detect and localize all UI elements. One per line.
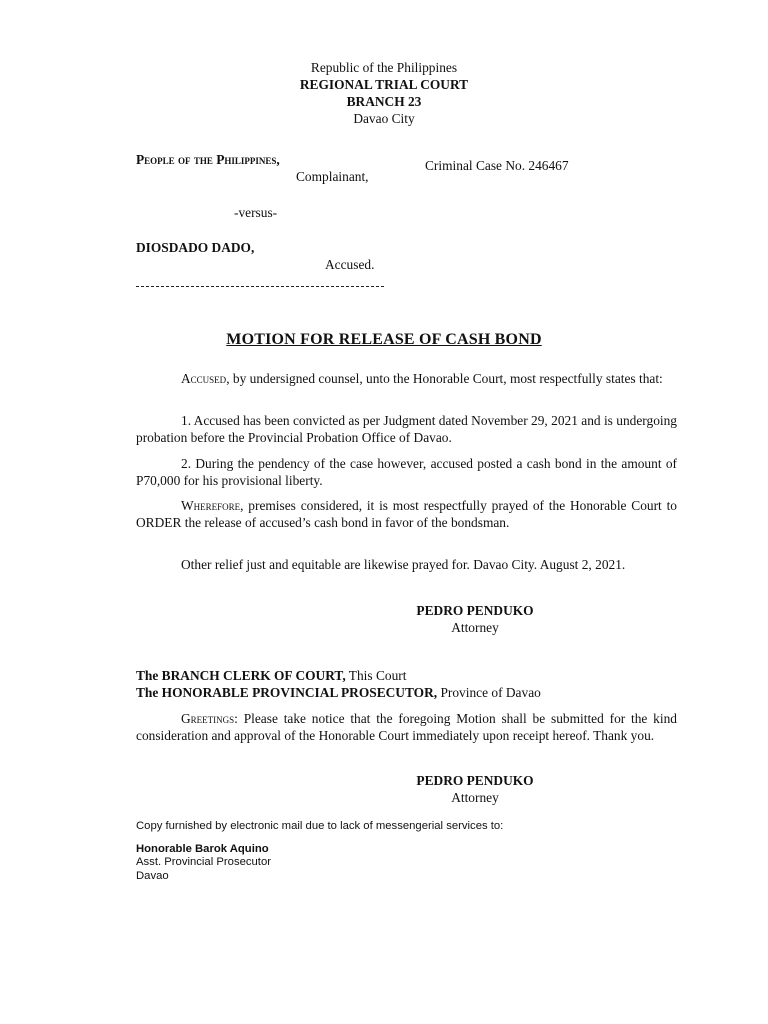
signatory-name: PEDRO PENDUKO <box>416 773 534 788</box>
header-republic: Republic of the Philippines <box>310 60 458 75</box>
wherefore-paragraph <box>136 498 677 531</box>
greetings-rest: : Please take notice that the foregoing Motion shall be submitted for the kind consideration and approval of the Honorable Court immediately upon receipt hereof. Thank you. <box>136 711 677 743</box>
wherefore-rest: , premises considered, it is most respectfully prayed of the Honorable Court to ORDER the release of accused’s cash bond in favor of the bondsman. <box>136 498 677 530</box>
signatory-title: Attorney <box>451 790 499 805</box>
copy-recipient-place: Davao <box>136 870 169 882</box>
versus-label: -versus- <box>234 205 278 220</box>
recipient-2-rest: Province of Davao <box>437 685 541 700</box>
paragraph-2: 2. During the pendency of the case however, accused posted a cash bond in the amount of P70,000 for his provisional liberty. <box>136 456 677 488</box>
recipient-1-rest: This Court <box>345 668 407 683</box>
wherefore-lead: Wherefore <box>181 498 241 513</box>
signatory-name: PEDRO PENDUKO <box>416 603 534 618</box>
other-relief-paragraph: Other relief just and equitable are likewise prayed for. Davao City. August 2, 2021. <box>181 557 626 572</box>
intro-rest: , by undersigned counsel, unto the Honorable Court, most respectfully states that: <box>226 371 663 386</box>
header-court: REGIONAL TRIAL COURT <box>299 77 469 92</box>
plaintiff-name: People of the Philippines, <box>136 152 280 167</box>
notice-recipient-1 <box>136 668 406 684</box>
signature-block-1 <box>370 602 580 636</box>
case-number: Criminal Case No. 246467 <box>425 158 569 173</box>
motion-title: MOTION FOR RELEASE OF CASH BOND <box>226 331 542 348</box>
header-branch: BRANCH 23 <box>346 94 422 109</box>
greetings-lead: Greetings <box>181 711 235 726</box>
intro-paragraph <box>136 371 677 388</box>
signatory-title: Attorney <box>451 620 499 635</box>
notice-recipient-2 <box>136 685 541 701</box>
greetings-paragraph <box>136 711 677 744</box>
court-header <box>0 59 768 127</box>
accused-role: Accused. <box>325 257 375 272</box>
paragraph-1: 1. Accused has been convicted as per Judgment dated November 29, 2021 and is undergoing probation before the Provincial Probation Office of Davao. <box>136 413 677 445</box>
signature-block-2 <box>370 772 580 806</box>
recipient-2-title: The HONORABLE PROVINCIAL PROSECUTOR, <box>136 685 438 700</box>
accused-name: DIOSDADO DADO, <box>136 240 255 255</box>
intro-lead: Accused <box>181 371 227 386</box>
copy-recipient-position: Asst. Provincial Prosecutor <box>136 856 271 868</box>
copy-recipient-name: Honorable Barok Aquino <box>136 843 269 855</box>
copy-furnished-line: Copy furnished by electronic mail due to lack of messengerial services to: <box>136 820 504 832</box>
header-city: Davao City <box>353 111 415 126</box>
recipient-1-title: The BRANCH CLERK OF COURT, <box>136 668 346 683</box>
caption-divider <box>136 286 384 287</box>
plaintiff-role: Complainant, <box>296 169 369 184</box>
